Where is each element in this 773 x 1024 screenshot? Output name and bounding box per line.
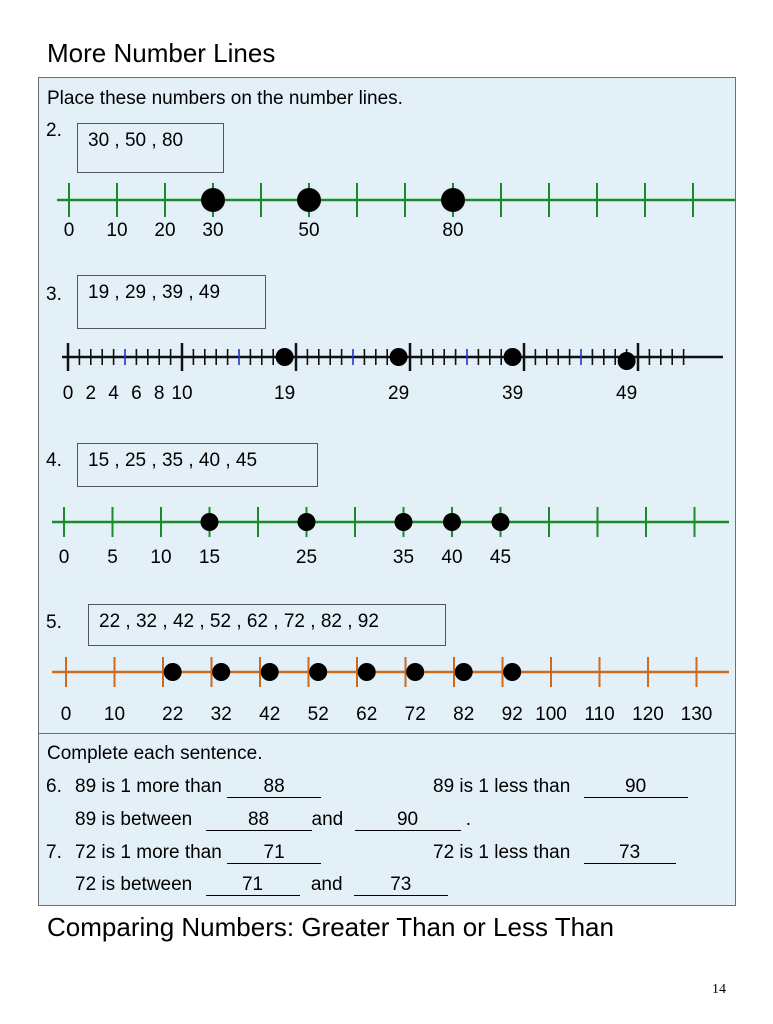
plotted-point xyxy=(503,663,521,681)
plotted-point xyxy=(212,663,230,681)
number-line-2 xyxy=(0,175,773,241)
q6b-sentence xyxy=(433,776,688,798)
tick-label: 10 xyxy=(103,704,126,725)
q7a-sentence xyxy=(75,842,321,864)
number-line-4 xyxy=(0,500,773,568)
tick-label: 32 xyxy=(210,704,232,725)
instructions-complete: Complete each sentence. xyxy=(47,743,263,764)
tick-label: 2 xyxy=(85,383,97,404)
tick-label: 6 xyxy=(131,383,142,404)
instructions-place: Place these numbers on the number lines. xyxy=(47,88,403,109)
tick-label: 30 xyxy=(202,220,224,241)
next-section-title: Comparing Numbers: Greater Than or Less Than xyxy=(47,912,614,942)
tick-label: 35 xyxy=(392,547,415,568)
tick-label: 19 xyxy=(274,383,296,404)
problem-5-box-text: 22 , 32 , 42 , 52 , 62 , 72 , 82 , 92 xyxy=(99,611,379,632)
tick-label: 82 xyxy=(453,704,475,725)
tick-label: 29 xyxy=(388,383,410,404)
tick-label: 130 xyxy=(680,704,713,725)
plotted-point xyxy=(164,663,182,681)
q6-number: 6. xyxy=(46,776,62,797)
q6a-text: 89 is 1 more than xyxy=(75,776,222,797)
q7c-text: 72 is between xyxy=(75,874,193,895)
plotted-point xyxy=(443,513,461,531)
q6c-answer-2: 90 xyxy=(355,810,461,831)
plotted-point xyxy=(455,663,473,681)
tick-label: 42 xyxy=(259,704,281,725)
q7a-answer: 71 xyxy=(227,843,321,864)
tick-label: 100 xyxy=(535,704,567,725)
tick-label: 45 xyxy=(489,547,512,568)
plotted-point xyxy=(441,188,465,212)
tick-label: 52 xyxy=(307,704,329,725)
q6c-and: and xyxy=(311,809,344,830)
tick-label: 5 xyxy=(107,547,118,568)
problem-2-number: 2. xyxy=(46,120,62,141)
q6c-sentence xyxy=(75,809,471,831)
tick-label: 110 xyxy=(584,704,615,725)
tick-label: 20 xyxy=(154,220,176,241)
tick-label: 39 xyxy=(502,383,524,404)
problem-5-number-box xyxy=(88,604,446,646)
q7c-answer-1: 71 xyxy=(206,875,300,896)
tick-label: 49 xyxy=(616,383,638,404)
problem-4-number: 4. xyxy=(46,450,62,471)
page-number: 14 xyxy=(712,982,726,997)
plotted-point xyxy=(297,188,321,212)
tick-label: 40 xyxy=(441,547,463,568)
q7b-answer: 73 xyxy=(584,843,676,864)
plotted-point xyxy=(492,513,510,531)
q6b-text: 89 is 1 less than xyxy=(433,776,571,797)
problem-2-number-box xyxy=(77,123,224,173)
q6c-period: . xyxy=(465,809,472,830)
q7c-sentence xyxy=(75,874,448,896)
tick-label: 25 xyxy=(295,547,318,568)
tick-label: 92 xyxy=(501,704,523,725)
q7-number: 7. xyxy=(46,842,62,863)
problem-2-box-text: 30 , 50 , 80 xyxy=(88,130,184,151)
tick-label: 0 xyxy=(60,704,72,725)
q7b-text: 72 is 1 less than xyxy=(433,842,571,863)
q6a-answer: 88 xyxy=(227,777,321,798)
q6c-answer-1: 88 xyxy=(206,810,312,831)
tick-label: 10 xyxy=(150,547,172,568)
plotted-point xyxy=(390,348,408,366)
plotted-point xyxy=(618,352,636,370)
q7c-answer-2: 73 xyxy=(354,875,448,896)
tick-label: 0 xyxy=(62,383,74,404)
tick-label: 50 xyxy=(298,220,320,241)
plotted-point xyxy=(504,348,522,366)
plotted-point xyxy=(276,348,294,366)
q6c-text: 89 is between xyxy=(75,809,193,830)
tick-label: 8 xyxy=(153,383,165,404)
q7b-sentence xyxy=(433,842,676,864)
q6a-sentence xyxy=(75,776,321,798)
tick-label: 80 xyxy=(442,220,464,241)
plotted-point xyxy=(201,513,219,531)
problem-3-box-text: 19 , 29 , 39 , 49 xyxy=(88,282,221,303)
tick-label: 62 xyxy=(356,704,378,725)
tick-label: 72 xyxy=(404,704,426,725)
tick-label: 4 xyxy=(108,383,119,404)
plotted-point xyxy=(309,663,327,681)
plotted-point xyxy=(406,663,424,681)
tick-label: 10 xyxy=(171,383,193,404)
q7c-and: and xyxy=(310,874,343,895)
plotted-point xyxy=(395,513,413,531)
section-divider xyxy=(38,733,736,734)
tick-label: 10 xyxy=(106,220,128,241)
tick-label: 0 xyxy=(63,220,75,241)
plotted-point xyxy=(261,663,279,681)
problem-4-box-text: 15 , 25 , 35 , 40 , 45 xyxy=(88,450,258,471)
problem-5-number: 5. xyxy=(46,612,62,633)
tick-label: 22 xyxy=(162,704,184,725)
tick-label: 15 xyxy=(198,547,221,568)
q6b-answer: 90 xyxy=(584,777,688,798)
tick-label: 0 xyxy=(58,547,70,568)
problem-4-number-box xyxy=(77,443,318,487)
q7a-text: 72 is 1 more than xyxy=(75,842,222,863)
number-line-3 xyxy=(0,333,773,404)
problem-3-number: 3. xyxy=(46,284,62,305)
tick-label: 120 xyxy=(632,704,664,725)
problem-3-number-box xyxy=(77,275,266,329)
page-title: More Number Lines xyxy=(47,38,276,68)
plotted-point xyxy=(358,663,376,681)
plotted-point xyxy=(201,188,225,212)
plotted-point xyxy=(298,513,316,531)
number-line-5 xyxy=(0,652,773,725)
